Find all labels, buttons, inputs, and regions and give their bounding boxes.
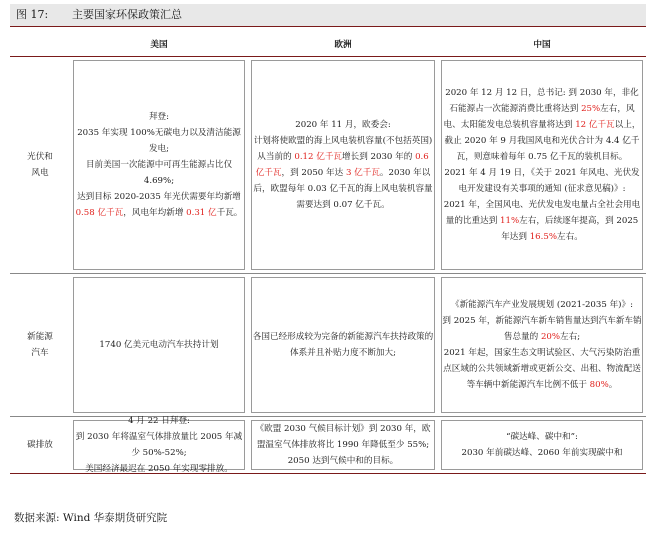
row-label	[10, 274, 70, 417]
cell-paragraph	[74, 109, 244, 125]
header-blank	[10, 34, 70, 57]
cell-text: 计划将使欧盟的海上风电装机容量(不包括英国)从当前的	[253, 136, 433, 162]
figure-title: 主要国家环保政策汇总	[72, 8, 182, 21]
cell-text: 各国已经形成较为完备的新能源汽车扶持政策的体系并且补贴力度不断加大;	[252, 332, 434, 358]
cell-text: 左右;	[560, 332, 581, 342]
column-header-us: 美国	[70, 34, 248, 57]
highlighted-figure: 0.6 亿千瓦	[255, 152, 429, 178]
cell-text: 2020 年 12 月 12 日，总书记: 到 2030 年，非化石能源占一次能源消费比重将达到	[445, 88, 639, 114]
cell-paragraph	[252, 133, 434, 213]
cell-eu	[251, 420, 435, 470]
row-label-line: 汽车	[31, 348, 49, 358]
cell-paragraph	[442, 313, 642, 345]
cell-paragraph	[442, 429, 642, 445]
table-row	[10, 274, 646, 417]
cell-text: 2035 年实现 100%无碳电力以及清洁能源发电;	[77, 128, 241, 154]
row-label	[10, 417, 70, 474]
cell-eu	[251, 60, 435, 270]
policy-table	[10, 34, 646, 474]
cell-text: 到 2025 年，新能源汽车新车销售量达到汽车新车销售总量的	[442, 316, 642, 342]
highlighted-figure: 0.58 亿千瓦	[75, 208, 124, 218]
source-note: 数据来源: Wind 华泰期货研究院	[14, 512, 168, 524]
cell-text: 目前美国一次能源中可再生能源占比仅 4.69%;	[85, 160, 233, 186]
row-label-line: 新能源	[27, 332, 53, 342]
column-header-eu: 欧洲	[248, 34, 438, 57]
cell-paragraph	[74, 157, 244, 189]
cell-paragraph	[74, 125, 244, 157]
highlighted-figure: 0.31 亿	[186, 208, 217, 218]
cell-us	[73, 277, 245, 413]
cell-text: 增长到 2030 年的	[342, 152, 416, 162]
cell-paragraph	[74, 429, 244, 461]
cell-text: ，风电年均新增	[123, 208, 187, 218]
cell-us	[73, 60, 245, 270]
cell-text: 2021 年起，国家生态文明试验区、大气污染防治重点区域的公共领域新增或更新公交、出租、物流配送等车辆中新能源汽车比例不低于	[443, 348, 641, 390]
cell-paragraph	[74, 189, 244, 221]
cell-text: 2021 年 4 月 19 日，《关于 2021 年风电、光伏发电开发建设有关事项的通知 (征求意见稿)》:	[444, 168, 640, 194]
cell-text: 2030 年前碳达峰、2060 年前实现碳中和	[461, 448, 623, 458]
cell-paragraph	[442, 345, 642, 393]
cell-text: 4 月 22 日拜登:	[128, 416, 190, 426]
table-row	[10, 57, 646, 274]
cell-paragraph	[252, 329, 434, 361]
cell-text: ，到 2050 年达	[281, 168, 346, 178]
column-header-cn: 中国	[438, 34, 646, 57]
cell-us	[73, 416, 245, 474]
cell-text: 以上，截止 2020 年 9 月我国风电和光伏合计为 4.4 亿千瓦，则意味着每年 0.75 亿千瓦的装机目标。	[444, 120, 641, 162]
highlighted-figure: 12 亿千瓦	[575, 120, 615, 130]
cell-paragraph	[252, 421, 434, 469]
cell-paragraph	[74, 337, 244, 353]
cell-paragraph	[74, 413, 244, 429]
highlighted-figure: 16.5%	[529, 232, 558, 242]
cell-paragraph	[442, 445, 642, 461]
highlighted-figure: 0.12 亿千瓦	[294, 152, 343, 162]
cell-text: 到 2030 年将温室气体排放量比 2005 年减少 50%-52%;	[75, 432, 243, 458]
cell-paragraph	[442, 165, 642, 197]
cell-text: 左右，风电、太阳能发电总装机容量将达到	[443, 104, 635, 130]
cell-paragraph	[442, 297, 642, 313]
row-label-line: 光伏和	[27, 152, 53, 162]
cell-paragraph	[252, 117, 434, 133]
cell-text: 《新能源汽车产业发展规划 (2021-2035 年)》:	[450, 300, 634, 310]
table-header-row	[10, 34, 646, 57]
cell-text: 。	[608, 380, 618, 390]
cell-paragraph	[442, 197, 642, 245]
cell-text: 达到目标 2020-2035 年光伏需要年均新增	[77, 192, 241, 202]
cell-text: “碳达峰、碳中和”:	[506, 432, 578, 442]
cell-paragraph	[442, 85, 642, 165]
cell-text: 左右，后续逐年提高，到 2025 年达到	[501, 216, 639, 242]
cell-eu	[251, 277, 435, 413]
cell-text: 拜登:	[148, 112, 170, 122]
row-label	[10, 57, 70, 274]
cell-text: 2021 年，全国风电、光伏发电发电量占全社会用电量的比重达到	[443, 200, 641, 226]
highlighted-figure: 20%	[540, 332, 561, 342]
highlighted-figure: 11%	[500, 216, 520, 226]
cell-text: 《欧盟 2030 气候目标计划》到 2030 年，欧盟温室气体排放将比 1990 年降低至少 55%; 2050 达到气候中和的目标。	[255, 424, 431, 466]
highlighted-figure: 25%	[581, 104, 601, 114]
table-row	[10, 417, 646, 474]
cell-text: 2020 年 11 月，欧委会:	[295, 120, 391, 130]
cell-text: 美国经济最迟在 2050 年实现零排放。	[85, 464, 233, 474]
cell-text: 1740 亿美元电动汽车扶持计划	[99, 340, 219, 350]
row-label-line: 风电	[31, 168, 49, 178]
cell-cn	[441, 420, 643, 470]
cell-cn	[441, 277, 643, 413]
cell-paragraph	[74, 461, 244, 477]
highlighted-figure: 3 亿千瓦	[345, 168, 380, 178]
cell-text: 。2030 年以后，欧盟每年 0.03 亿千瓦的海上风电装机容量需要达到 0.07 亿千瓦。	[253, 168, 433, 210]
figure-label: 图 17:	[16, 8, 49, 21]
cell-text: 千瓦。	[216, 208, 243, 218]
cell-cn	[441, 60, 643, 270]
cell-text: 左右。	[557, 232, 583, 242]
row-label-line: 碳排放	[27, 440, 53, 450]
figure-title-bar	[10, 4, 646, 27]
highlighted-figure: 80%	[589, 380, 609, 390]
